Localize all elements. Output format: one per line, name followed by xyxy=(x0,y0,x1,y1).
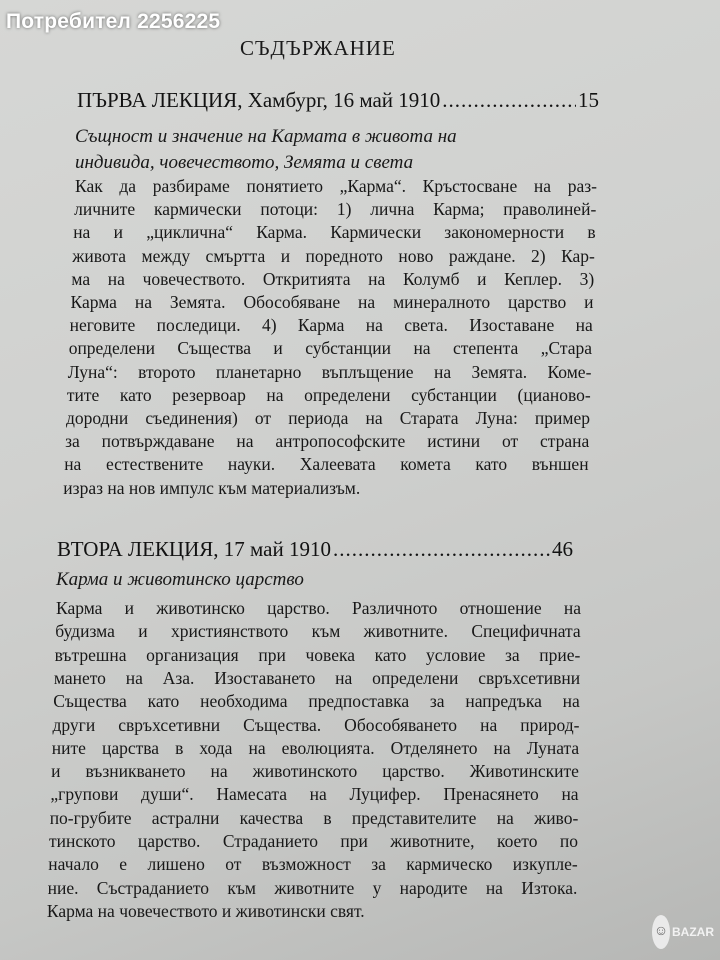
summary-line: Карма на човечеството и животински свят. xyxy=(46,900,365,921)
summary-line: определени Същества и субстанции на степента „Стара xyxy=(68,338,593,359)
toc-entry-lecture-1[interactable] xyxy=(77,88,599,113)
summary-line: Карма на Земята. Обособяване на минералното царство и xyxy=(70,292,594,312)
summary-line: на и „циклична“ Карма. Кармически закономерности в xyxy=(73,222,596,243)
page-header: СЪДЪРЖАНИЕ xyxy=(240,36,396,60)
summary-line: дородни съединения) от периода на Старата Луна: пример xyxy=(66,408,590,428)
lecture-1-title: ПЪРВА ЛЕКЦИЯ xyxy=(77,88,238,112)
summary-line: Луна“: второто планетарно въплъщение на Земята. Коме- xyxy=(67,361,592,382)
lecture-2-page: 46 xyxy=(552,537,573,561)
lecture-1-subtitle xyxy=(75,124,615,176)
toc-entry-lecture-2[interactable] xyxy=(57,537,573,562)
summary-line: тите като резервоар на определени субстанции (цианово- xyxy=(66,384,591,405)
summary-line: други свръхсетивни Същества. Обособяването на природ- xyxy=(52,714,580,735)
leader-dots xyxy=(442,88,576,113)
lecture-1-place-date: , Хамбург, 16 май 1910 xyxy=(237,88,441,112)
user-watermark: Потребител 2256225 xyxy=(6,10,221,33)
summary-line: по-грубите астрални качества в представителите на живо- xyxy=(49,807,579,828)
smile-icon: ☺ xyxy=(652,915,670,949)
summary-line: вътрешна организация при човека като условие за прие- xyxy=(54,644,581,665)
summary-line: „групови души“. Намесата на Луцифер. Пренасянето на xyxy=(50,784,579,805)
summary-line: ните царства в хода на еволюцията. Отделянето на Луната xyxy=(51,737,580,758)
subtitle-line: индивида, човечеството, Земята и света xyxy=(75,152,414,173)
summary-line: израз на нов импулс към материализъм. xyxy=(63,477,361,498)
summary-line: Карма и животинско царство. Различното отношение на xyxy=(56,598,581,618)
lecture-2-subtitle: Карма и животинско царство xyxy=(56,569,304,590)
summary-line: тинското царство. Страданието при животните, което по xyxy=(49,831,578,851)
leader-dots xyxy=(333,537,550,562)
summary-line: за потвърждаване на антропософските истини от страна xyxy=(65,431,590,452)
summary-line: личните кармически потоци: 1) лична Карма; праволиней- xyxy=(74,199,597,220)
lecture-2-title: ВТОРА ЛЕКЦИЯ xyxy=(57,537,214,561)
summary-line: будизма и християнството към животните. Специфичната xyxy=(55,621,581,642)
summary-line: мането на Аза. Изоставането на определени свръхсетивни xyxy=(53,667,581,688)
summary-line: ние. Състраданието към животните у народите на Изтока. xyxy=(47,877,578,898)
lecture-1-page: 15 xyxy=(578,88,599,112)
summary-line: Същества като необходима предпоставка за напредъка на xyxy=(53,691,580,712)
summary-line: и възникването на животинското царство. Животинските xyxy=(51,761,579,782)
summary-line: Как да разбираме понятието „Карма“. Кръстосване на раз- xyxy=(75,176,597,196)
summary-line: живота между смъртта и поредното ново раждане. 2) Кар- xyxy=(72,245,595,266)
summary-line: ма на човечеството. Откритията на Колумб и Кеплер. 3) xyxy=(71,268,595,289)
badge-label: BAZAR xyxy=(672,925,714,939)
summary-line: неговите последици. 4) Карма на света. Изоставане на xyxy=(69,315,593,336)
lecture-2-date: , 17 май 1910 xyxy=(213,537,331,561)
summary-line: начало е лишено от възможност за кармическо изкупле- xyxy=(48,854,578,875)
marketplace-badge xyxy=(652,912,714,952)
summary-line: на естествените науки. Халеевата комета като външен xyxy=(64,454,589,475)
subtitle-line: Същност и значение на Кармата в живота на xyxy=(75,126,457,147)
